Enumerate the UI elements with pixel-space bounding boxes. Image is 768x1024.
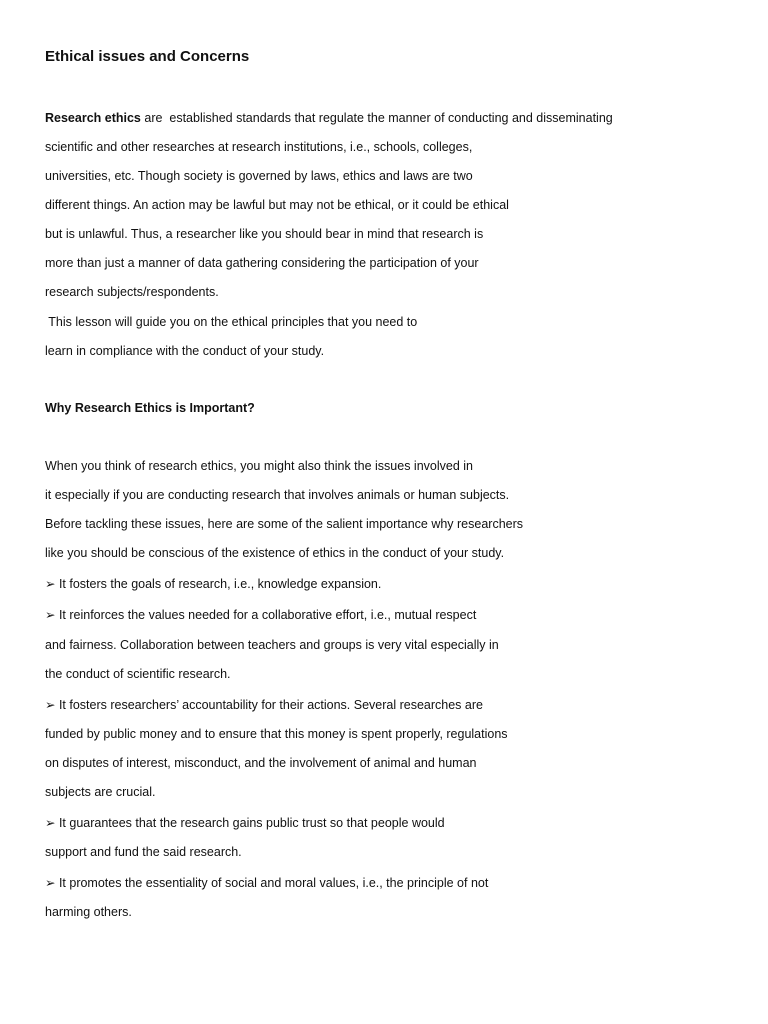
bullet-item: ➢ It fosters researchers’ accountability for their actions. Several researches are — [45, 698, 483, 712]
intro-lead-bold: Research ethics — [45, 111, 141, 125]
section-line: subjects are crucial. — [45, 785, 156, 799]
intro-line: research subjects/respondents. — [45, 285, 219, 299]
intro-line: This lesson will guide you on the ethical principles that you need to — [45, 315, 418, 329]
section-line: on disputes of interest, misconduct, and the involvement of animal and human — [45, 756, 477, 770]
intro-line-1 — [45, 110, 613, 126]
section-heading: Why Research Ethics is Important? — [45, 401, 255, 415]
section-line: Before tackling these issues, here are some of the salient importance why researchers — [45, 517, 524, 531]
document-title: Ethical issues and Concerns — [45, 48, 250, 65]
intro-line: different things. An action may be lawful but may not be ethical, or it could be ethical — [45, 198, 509, 212]
intro-line: more than just a manner of data gathering considering the participation of your — [45, 256, 479, 270]
intro-line: universities, etc. Though society is governed by laws, ethics and laws are two — [45, 169, 473, 183]
bullet-item: ➢ It guarantees that the research gains public trust so that people would — [45, 816, 445, 830]
section-line: support and fund the said research. — [45, 845, 242, 859]
bullet-item: ➢ It fosters the goals of research, i.e., knowledge expansion. — [45, 577, 382, 591]
bullet-item: ➢ It promotes the essentiality of social and moral values, i.e., the principle of not — [45, 876, 489, 890]
section-line: it especially if you are conducting research that involves animals or human subjects. — [45, 488, 510, 502]
section-line: funded by public money and to ensure that this money is spent properly, regulations — [45, 727, 508, 741]
section-line: the conduct of scientific research. — [45, 667, 231, 681]
section-line: and fairness. Collaboration between teachers and groups is very vital especially in — [45, 638, 499, 652]
intro-line: learn in compliance with the conduct of your study. — [45, 344, 325, 358]
intro-line: but is unlawful. Thus, a researcher like you should bear in mind that research is — [45, 227, 484, 241]
intro-lead-rest: are established standards that regulate the manner of conducting and disseminating — [140, 111, 613, 125]
section-line: like you should be conscious of the existence of ethics in the conduct of your study. — [45, 546, 505, 560]
section-line: When you think of research ethics, you might also think the issues involved in — [45, 459, 473, 473]
section-line: harming others. — [45, 905, 132, 919]
bullet-item: ➢ It reinforces the values needed for a collaborative effort, i.e., mutual respect — [45, 608, 477, 622]
intro-line: scientific and other researches at research institutions, i.e., schools, colleges, — [45, 140, 473, 154]
